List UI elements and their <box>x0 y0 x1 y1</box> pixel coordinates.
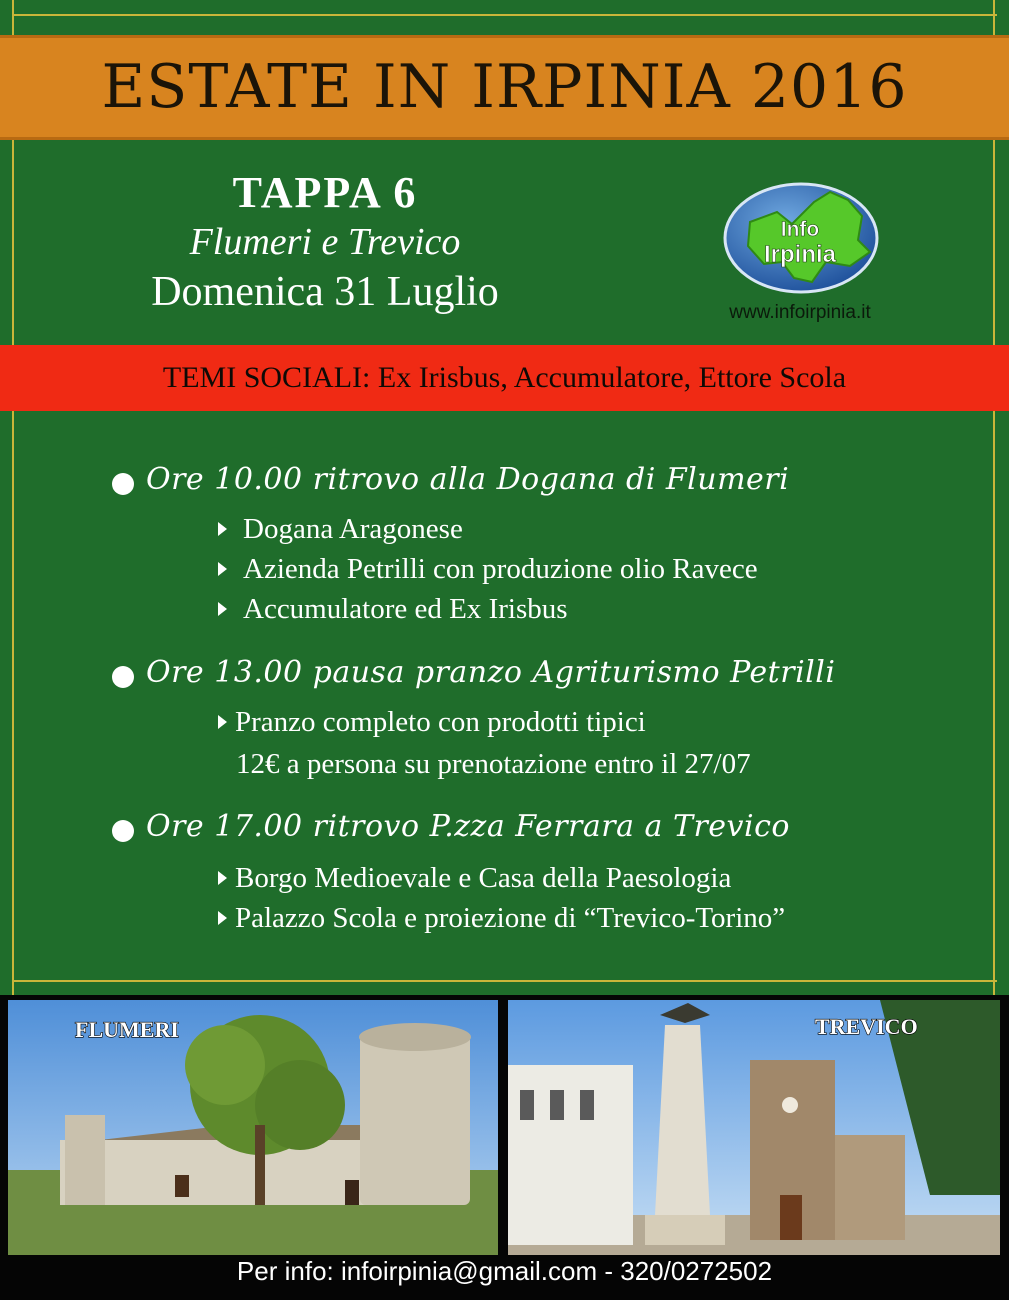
program-subitem: Palazzo Scola e proiezione di “Trevico-Torino” <box>218 902 785 935</box>
contact-info: Per info: infoirpinia@gmail.com - 320/0272502 <box>236 1256 773 1286</box>
trevico-photo <box>508 1000 1000 1255</box>
arrow-right-icon <box>218 562 227 576</box>
poster-title: ESTATE IN IRPINIA 2016 <box>101 52 908 122</box>
program-subitem-continued: 12€ a persona su prenotazione entro il 27/07 <box>236 748 751 780</box>
themes-text: TEMI SOCIALI: Ex Irisbus, Accumulatore, Ettore Scola <box>162 361 847 394</box>
arrow-right-icon <box>218 911 227 925</box>
frame-line-right <box>993 0 995 995</box>
arrow-right-icon <box>218 602 227 616</box>
stage-info <box>120 168 530 318</box>
program-item-head: Ore 13.00 pausa pranzo Agriturismo Petrilli <box>146 655 836 690</box>
program-subitem: Borgo Medioevale e Casa della Paesologia <box>218 862 731 895</box>
infoirpinia-logo <box>722 182 880 294</box>
frame-line-left <box>12 0 14 995</box>
program-item-head: Ore 17.00 ritrovo P.zza Ferrara a Trevico <box>146 809 790 844</box>
flumeri-label: FLUMERI <box>75 1017 179 1042</box>
stage-places: Flumeri e Trevico <box>189 221 461 263</box>
arrow-right-icon <box>218 715 227 729</box>
frame-line-top <box>12 14 997 16</box>
stage-date: Domenica 31 Luglio <box>151 269 499 315</box>
arrow-right-icon <box>218 871 227 885</box>
frame-line-bottom <box>12 980 997 982</box>
logo-text-info: Info <box>780 218 820 241</box>
bullet-icon <box>112 666 134 688</box>
trevico-label: TREVICO <box>815 1014 918 1039</box>
logo-text-irpinia: Irpinia <box>763 241 837 268</box>
program-subitem: Accumulatore ed Ex Irisbus <box>218 593 568 626</box>
program-item-head: Ore 10.00 ritrovo alla Dogana di Flumeri <box>146 462 790 497</box>
arrow-right-icon <box>218 522 227 536</box>
program-subitem: Dogana Aragonese <box>218 513 463 546</box>
photo-strip <box>0 995 1009 1300</box>
program-subitem: Pranzo completo con prodotti tipici <box>218 706 646 739</box>
bullet-icon <box>112 820 134 842</box>
logo-url: www.infoirpinia.it <box>729 302 871 323</box>
program-subitem: Azienda Petrilli con produzione olio Ravece <box>218 553 758 586</box>
bullet-icon <box>112 473 134 495</box>
stage-title: TAPPA 6 <box>232 168 418 217</box>
